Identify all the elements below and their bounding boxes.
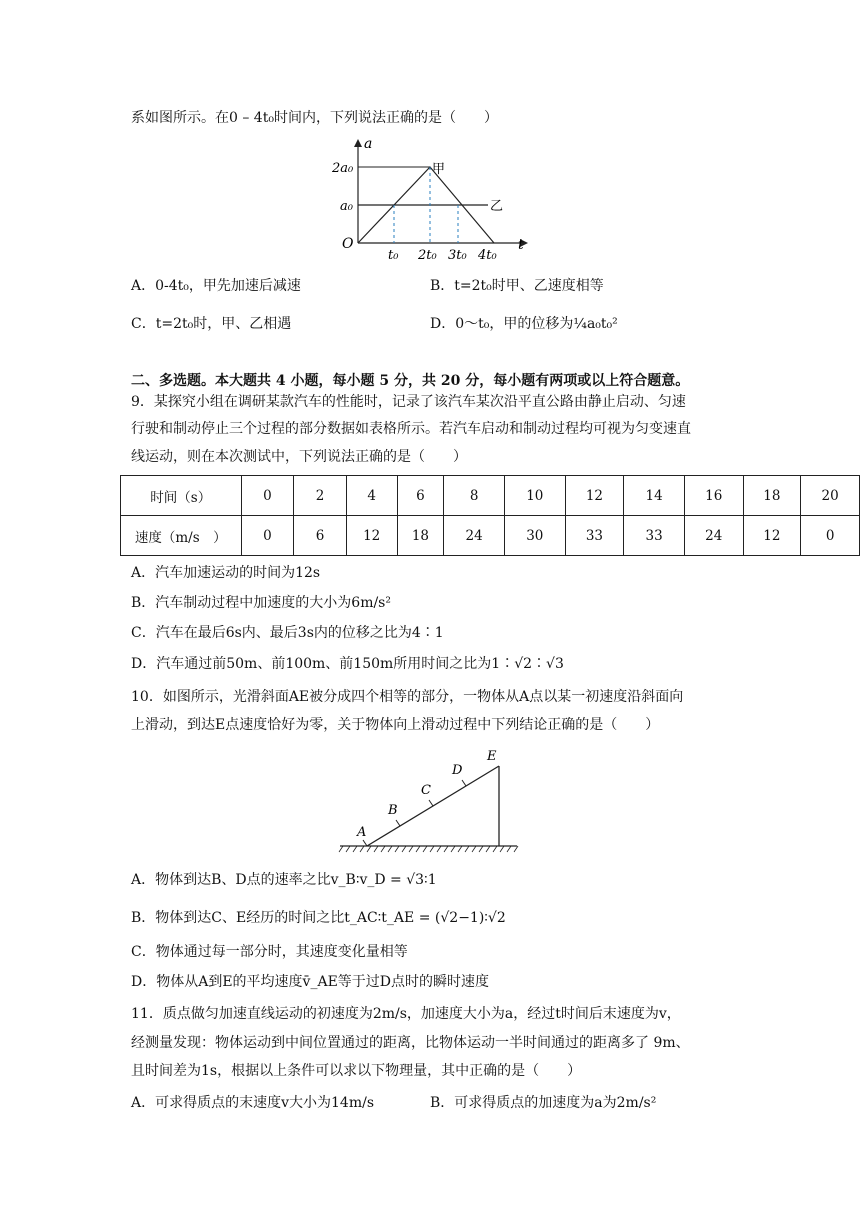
- table-cell: 16: [684, 476, 743, 516]
- section2-heading: 二、多选题。本大题共 4 小题，每小题 5 分，共 20 分，每小题有两项或以上符合题意。: [131, 373, 690, 389]
- point-c-label: C: [421, 783, 431, 798]
- table-cell: 8: [444, 476, 505, 516]
- table-cell: 0: [241, 476, 294, 516]
- table-cell: 6: [397, 476, 444, 516]
- table-cell: 0: [801, 516, 860, 556]
- q8-graph: [330, 135, 530, 265]
- x-tick-2t0: 2t₀: [418, 248, 437, 263]
- q11-stem-line3: 且时间差为1s，根据以上条件可以求以下物理量，其中正确的是（ ）: [131, 1063, 582, 1079]
- table-row-time: [121, 476, 860, 516]
- table-cell: 2: [294, 476, 347, 516]
- table-cell: 33: [624, 516, 685, 556]
- q11-stem-line2: 经测量发现：物体运动到中间位置通过的距离，比物体运动一半时间通过的距离多了 9m、: [131, 1035, 690, 1051]
- table-cell: 4: [346, 476, 397, 516]
- q10-stem-line1: 10．如图所示，光滑斜面AE被分成四个相等的部分，一物体从A点以某一初速度沿斜面向: [131, 689, 684, 705]
- q10-incline-figure: [335, 738, 525, 858]
- q9-data-table: [120, 475, 860, 556]
- y-tick-2a0: 2a₀: [332, 161, 354, 176]
- q9-option-c[interactable]: C．汽车在最后6s内、最后3s内的位移之比为4∶1: [131, 625, 444, 641]
- q9-stem-line1: 9．某探究小组在调研某款汽车的性能时，记录了该汽车某次沿平直公路由静止启动、匀速: [131, 394, 686, 410]
- label-yi: 乙: [490, 199, 504, 214]
- point-b-label: B: [388, 803, 398, 818]
- x-tick-4t0: 4t₀: [478, 248, 497, 263]
- q8-option-d[interactable]: D．0～t₀，甲的位移为¼a₀t₀²: [430, 316, 618, 332]
- table-cell: 10: [504, 476, 565, 516]
- label-jia: 甲: [432, 162, 446, 177]
- q9-option-d[interactable]: D．汽车通过前50m、前100m、前150m所用时间之比为1∶√2∶√3: [131, 656, 564, 672]
- y-axis-label: a: [364, 136, 373, 152]
- point-e-label: E: [487, 749, 497, 764]
- table-cell: 24: [444, 516, 505, 556]
- q8-option-b[interactable]: B．t=2t₀时甲、乙速度相等: [430, 278, 604, 294]
- table-row-label: 时间（s）: [121, 476, 242, 516]
- table-cell: 18: [743, 476, 801, 516]
- table-row-label: 速度（m/s ）: [121, 516, 242, 556]
- x-tick-3t0: 3t₀: [448, 248, 467, 263]
- table-cell: 12: [743, 516, 801, 556]
- q9-stem-line2: 行驶和制动停止三个过程的部分数据如表格所示。若汽车启动和制动过程均可视为匀变速直: [131, 421, 691, 437]
- q11-option-a[interactable]: A．可求得质点的末速度v大小为14m/s: [131, 1095, 375, 1111]
- point-d-label: D: [452, 763, 463, 778]
- table-cell: 33: [565, 516, 624, 556]
- table-cell: 14: [624, 476, 685, 516]
- x-tick-t0: t₀: [388, 248, 399, 263]
- q9-option-a[interactable]: A．汽车加速运动的时间为12s: [131, 565, 321, 581]
- q10-option-a[interactable]: A．物体到达B、D点的速率之比v_B∶v_D = √3∶1: [131, 872, 437, 888]
- q10-stem-line2: 上滑动，到达E点速度恰好为零，关于物体向上滑动过程中下列结论正确的是（ ）: [131, 717, 660, 733]
- q10-option-d[interactable]: D．物体从A到E的平均速度v̄_AE等于过D点时的瞬时速度: [131, 974, 490, 990]
- table-cell: 12: [565, 476, 624, 516]
- q9-option-b[interactable]: B．汽车制动过程中加速度的大小为6m/s²: [131, 595, 391, 611]
- q9-stem-line3: 线运动，则在本次测试中，下列说法正确的是（ ）: [131, 449, 467, 465]
- q8-stem: 系如图所示。在0 – 4t₀时间内，下列说法正确的是（ ）: [131, 110, 498, 126]
- q8-option-a[interactable]: A．0-4t₀，甲先加速后减速: [131, 278, 301, 294]
- x-axis-label: t: [518, 237, 524, 253]
- table-cell: 18: [397, 516, 444, 556]
- point-a-label: A: [357, 825, 367, 840]
- table-cell: 30: [504, 516, 565, 556]
- table-row-speed: [121, 516, 860, 556]
- y-tick-a0: a₀: [340, 199, 353, 214]
- origin-label: O: [342, 236, 354, 252]
- table-cell: 20: [801, 476, 860, 516]
- q8-option-c[interactable]: C．t=2t₀时，甲、乙相遇: [131, 316, 292, 332]
- table-cell: 12: [346, 516, 397, 556]
- table-cell: 0: [241, 516, 294, 556]
- q10-option-c[interactable]: C．物体通过每一部分时，其速度变化量相等: [131, 944, 408, 960]
- q11-stem-line1: 11．质点做匀加速直线运动的初速度为2m/s，加速度大小为a，经过t时间后末速度为v，: [131, 1006, 681, 1022]
- table-cell: 6: [294, 516, 347, 556]
- q10-option-b[interactable]: B．物体到达C、E经历的时间之比t_AC∶t_AE = (√2−1)∶√2: [131, 910, 506, 926]
- q11-option-b[interactable]: B．可求得质点的加速度为a为2m/s²: [430, 1095, 657, 1111]
- table-cell: 24: [684, 516, 743, 556]
